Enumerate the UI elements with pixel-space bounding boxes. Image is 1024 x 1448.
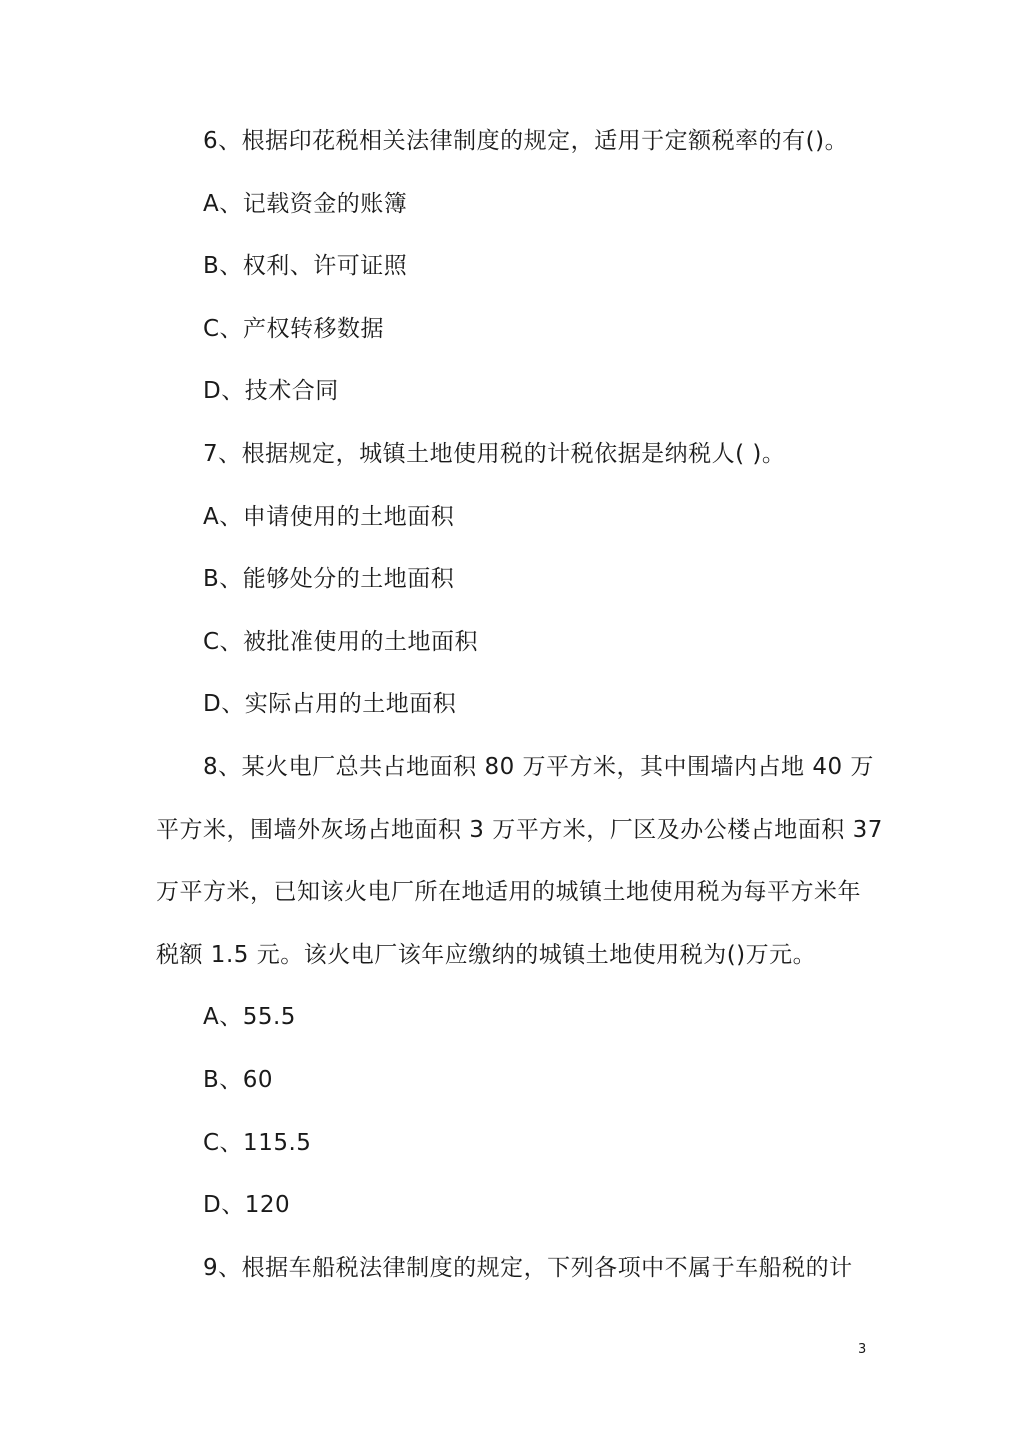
question-7-option-d: D、实际占用的土地面积 [203,691,457,718]
question-8-option-c: C、115.5 [203,1129,312,1156]
question-8-option-d: D、120 [203,1192,291,1219]
page-content [156,110,883,1299]
question-8-stem-line-4: 税额 1.5 元。该火电厂该年应缴纳的城镇土地使用税为()万元。 [156,941,817,968]
question-8-option-a: A、55.5 [203,1004,296,1031]
question-9-stem: 9、根据车船税法律制度的规定，下列各项中不属于车船税的计 [203,1254,853,1281]
question-7-option-b: B、能够处分的土地面积 [203,566,455,593]
question-8-option-b: B、60 [203,1066,274,1093]
question-7-option-a: A、申请使用的土地面积 [203,503,455,530]
question-6-option-a: A、记载资金的账簿 [203,190,408,217]
question-7-stem: 7、根据规定，城镇土地使用税的计税依据是纳税人( )。 [203,440,786,467]
question-7-option-c: C、被批准使用的土地面积 [203,628,479,655]
question-6-option-b: B、权利、许可证照 [203,253,408,280]
question-8-stem-line-2: 平方米，围墙外灰场占地面积 3 万平方米，厂区及办公楼占地面积 37 [156,816,883,843]
question-8-stem-line-3: 万平方米，已知该火电厂所在地适用的城镇土地使用税为每平方米年 [156,879,861,906]
question-8-stem-line-1: 8、某火电厂总共占地面积 80 万平方米，其中围墙内占地 40 万 [203,753,874,780]
question-6-option-d: D、技术合同 [203,378,339,405]
question-6-stem: 6、根据印花税相关法律制度的规定，适用于定额税率的有()。 [203,128,849,154]
question-6-option-c: C、产权转移数据 [203,315,385,342]
page-number: 3 [858,1342,867,1357]
